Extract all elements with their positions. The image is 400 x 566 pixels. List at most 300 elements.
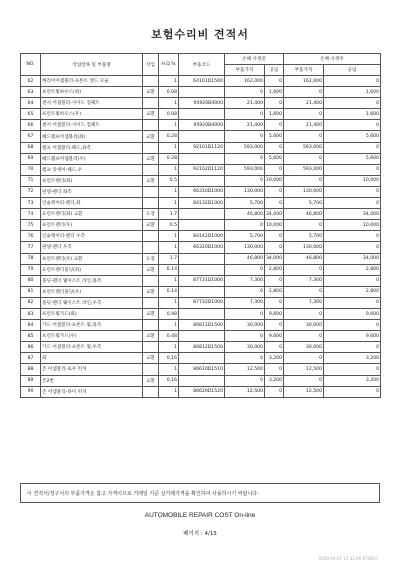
cell-item: 프런트펜더(우)	[41, 220, 143, 231]
cell-part-code	[179, 331, 225, 342]
cell-no: 73	[21, 198, 41, 209]
cell-after-part-price: 0	[284, 264, 324, 275]
table-row	[21, 120, 381, 131]
cell-hq: 1	[159, 342, 179, 353]
cell-before-part-price: 0	[225, 153, 265, 164]
cell-item: 존 어셈블리-하이 히치	[41, 386, 143, 397]
cell-no: 69	[21, 153, 41, 164]
cell-before-part-price: 46,800	[225, 253, 265, 264]
table-header	[21, 54, 381, 76]
cell-before-part-price: 12,500	[225, 386, 265, 397]
cell-part-code: 95920B4000	[179, 98, 225, 109]
cell-part-code: 86620D1520	[179, 386, 225, 397]
cell-before-labor: 0	[265, 364, 284, 375]
col-header-item: 작업항목 및 부품명	[41, 54, 143, 76]
cell-part-code: 86610D1510	[179, 364, 225, 375]
cell-hq: 0.16	[159, 375, 179, 386]
cell-item: 존2번	[41, 375, 143, 386]
notice-box	[20, 483, 380, 503]
cell-part-code: 92102D1120	[179, 164, 225, 175]
cell-after-part-price: 5,700	[284, 198, 324, 209]
cell-after-labor: 0	[324, 98, 381, 109]
cell-before-part-price: 0	[225, 264, 265, 275]
cell-item: 헤드램프어셈블리(좌)	[41, 131, 143, 142]
cell-work: 교환	[143, 109, 159, 120]
cell-no: 87	[21, 353, 41, 364]
page-title: 보험수리비 견적서	[151, 28, 249, 41]
cell-part-code: 66310D1000	[179, 186, 225, 197]
table-row	[21, 264, 381, 275]
cell-after-labor: 3,200	[324, 353, 381, 364]
cell-before-labor: 2,800	[265, 264, 284, 275]
cell-after-part-price: 0	[284, 375, 324, 386]
cell-part-code	[179, 264, 225, 275]
cell-after-labor: 5,600	[324, 153, 381, 164]
cell-no: 85	[21, 331, 41, 342]
cell-before-labor: 0	[265, 297, 284, 308]
cell-after-labor: 34,000	[324, 209, 381, 220]
cell-part-code: 64101D1500	[179, 76, 225, 87]
cell-before-part-price: 162,000	[225, 76, 265, 87]
table-row	[21, 253, 381, 264]
col-header-part-code: 부품코드	[179, 54, 225, 76]
cell-item: 몰딩-펜더 웨이스트 라인,좌측	[41, 275, 143, 286]
cell-before-labor: 0	[265, 120, 284, 131]
cell-item: 캐리어어셈블리-프론트 엔드 모듈	[41, 76, 143, 87]
cell-item: 램프 앗세이-헤드,우	[41, 164, 143, 175]
cell-after-part-price: 12,500	[284, 364, 324, 375]
cell-after-labor: 0	[324, 231, 381, 242]
cell-no: 80	[21, 275, 41, 286]
cell-hq: 1	[159, 242, 179, 253]
cell-work: 교환	[143, 153, 159, 164]
cell-no: 79	[21, 264, 41, 275]
cell-after-part-price: 593,000	[284, 142, 324, 153]
cell-no: 78	[21, 253, 41, 264]
cell-after-labor: 0	[324, 297, 381, 308]
cell-part-code: 86811D1500	[179, 320, 225, 331]
table-row	[21, 286, 381, 297]
cell-item: 판넬-펜더 좌측	[41, 186, 143, 197]
cell-hq: 0.16	[159, 353, 179, 364]
cell-part-code	[179, 175, 225, 186]
cell-before-labor: 0	[265, 275, 284, 286]
table-row	[21, 220, 381, 231]
cell-item: 존 어셈블리-로우 히치	[41, 364, 143, 375]
cell-after-labor: 0	[324, 386, 381, 397]
cell-hq: 1	[159, 386, 179, 397]
cell-before-labor: 0	[265, 142, 284, 153]
table-row	[21, 76, 381, 87]
cell-hq: 0.48	[159, 331, 179, 342]
cell-after-labor: 9,600	[324, 331, 381, 342]
cell-after-part-price: 0	[284, 308, 324, 319]
cell-before-labor: 3,200	[265, 375, 284, 386]
cell-no: 82	[21, 297, 41, 308]
cell-after-labor: 0	[324, 320, 381, 331]
table-row	[21, 297, 381, 308]
cell-item: 가드 어셈블리-프론트 휠,좌측	[41, 320, 143, 331]
cell-work	[143, 120, 159, 131]
table-row	[21, 375, 381, 386]
table-row	[21, 386, 381, 397]
cell-part-code: 87731D1000	[179, 275, 225, 286]
cell-no: 90	[21, 386, 41, 397]
cell-hq: 0.08	[159, 109, 179, 120]
table-row	[21, 275, 381, 286]
cell-no: 65	[21, 109, 41, 120]
cell-hq: 0.48	[159, 308, 179, 319]
cell-before-part-price: 0	[225, 220, 265, 231]
brand-footer: AUTOMOBILE REPAIR COST On-line	[144, 512, 256, 519]
col-header-hq: H.Q.%	[159, 54, 179, 76]
cell-before-part-price: 130,000	[225, 186, 265, 197]
cell-hq: 0.5	[159, 220, 179, 231]
cell-after-part-price: 12,500	[284, 386, 324, 397]
cell-after-labor: 0	[324, 186, 381, 197]
cell-before-labor: 1,600	[265, 87, 284, 98]
cell-no: 67	[21, 131, 41, 142]
cell-work: 교환	[143, 286, 159, 297]
cell-work	[143, 242, 159, 253]
cell-part-code	[179, 153, 225, 164]
table-row	[21, 175, 381, 186]
cell-before-part-price: 21,400	[225, 120, 265, 131]
cell-before-labor: 0	[265, 98, 284, 109]
cell-part-code	[179, 131, 225, 142]
cell-before-labor: 2,800	[265, 286, 284, 297]
cell-work: 교환	[143, 131, 159, 142]
cell-after-labor: 0	[324, 242, 381, 253]
cell-item: 프런트휠하우스(좌)	[41, 87, 143, 98]
col-header-no: NO.	[21, 54, 41, 76]
cell-work	[143, 364, 159, 375]
cell-no: 71	[21, 175, 41, 186]
cell-after-labor: 3,200	[324, 375, 381, 386]
cell-part-code	[179, 87, 225, 98]
cell-after-part-price: 0	[284, 153, 324, 164]
cell-after-labor: 0	[324, 275, 381, 286]
table-row	[21, 131, 381, 142]
cell-work	[143, 386, 159, 397]
cell-before-labor: 34,000	[265, 253, 284, 264]
cell-part-code	[179, 253, 225, 264]
cell-before-part-price: 593,000	[225, 164, 265, 175]
cell-work: 교환	[143, 220, 159, 231]
cell-hq: 1	[159, 98, 179, 109]
cell-item: 프런트펜더(좌) 교환	[41, 209, 143, 220]
cell-hq: 0.28	[159, 131, 179, 142]
cell-no: 66	[21, 120, 41, 131]
cell-hq: 1	[159, 320, 179, 331]
cell-part-code	[179, 308, 225, 319]
cell-before-part-price: 46,800	[225, 209, 265, 220]
cell-after-part-price: 21,400	[284, 120, 324, 131]
cell-item: 헤드램프어셈블리(우)	[41, 153, 143, 164]
cell-work	[143, 198, 159, 209]
cell-after-labor: 0	[324, 198, 381, 209]
col-group-before: 손해 사정전	[225, 54, 284, 65]
cell-item: 프런트펜더몰딩(좌)	[41, 264, 143, 275]
cell-before-part-price: 7,300	[225, 275, 265, 286]
cell-before-part-price: 30,000	[225, 320, 265, 331]
cell-item: 프런트펜더(좌)	[41, 175, 143, 186]
cell-before-labor: 9,600	[265, 308, 284, 319]
cell-before-part-price: 5,700	[225, 198, 265, 209]
cell-before-labor: 0	[265, 231, 284, 242]
cell-item: 가드 어셈블리-프론트 휠,우측	[41, 342, 143, 353]
cell-before-labor: 3,200	[265, 353, 284, 364]
cell-after-labor: 2,800	[324, 264, 381, 275]
print-timestamp: 2023-04-07 15:32:46 R70817	[318, 556, 378, 561]
cell-before-labor: 10,000	[265, 175, 284, 186]
cell-after-part-price: 0	[284, 131, 324, 142]
cell-item: 램프 어셈블리-헤드,좌측	[41, 142, 143, 153]
cell-work: 교환	[143, 331, 159, 342]
cell-hq: 1	[159, 120, 179, 131]
cell-work	[143, 320, 159, 331]
cell-work	[143, 342, 159, 353]
cell-item: 인슐레이터-펜더 우측	[41, 231, 143, 242]
cell-part-code	[179, 375, 225, 386]
table-row	[21, 353, 381, 364]
cell-hq: 1	[159, 198, 179, 209]
cell-part-code	[179, 209, 225, 220]
table-row	[21, 242, 381, 253]
cell-before-part-price: 130,000	[225, 242, 265, 253]
cell-item: 판넬-펜더 우측	[41, 242, 143, 253]
cell-item: 인슐레이터-펜더,좌	[41, 198, 143, 209]
cell-hq: 1	[159, 231, 179, 242]
cell-work	[143, 186, 159, 197]
cell-no: 88	[21, 364, 41, 375]
cell-before-labor: 0	[265, 342, 284, 353]
cell-work: 도장	[143, 209, 159, 220]
table-body	[21, 76, 381, 398]
cell-after-labor: 2,800	[324, 286, 381, 297]
cell-after-part-price: 7,300	[284, 297, 324, 308]
cell-after-part-price: 0	[284, 220, 324, 231]
cell-no: 64	[21, 98, 41, 109]
cell-work: 교환	[143, 308, 159, 319]
cell-before-part-price: 0	[225, 131, 265, 142]
cell-before-part-price: 0	[225, 109, 265, 120]
estimate-table	[20, 53, 381, 398]
cell-no: 83	[21, 308, 41, 319]
cell-no: 63	[21, 87, 41, 98]
cell-after-labor: 9,600	[324, 308, 381, 319]
cell-no: 86	[21, 342, 41, 353]
table-row	[21, 364, 381, 375]
cell-no: 75	[21, 220, 41, 231]
cell-no: 68	[21, 142, 41, 153]
cell-before-part-price: 0	[225, 331, 265, 342]
cell-work	[143, 98, 159, 109]
table-row	[21, 98, 381, 109]
table-row	[21, 209, 381, 220]
cell-before-part-price: 0	[225, 286, 265, 297]
cell-before-part-price: 593,000	[225, 142, 265, 153]
cell-hq: 1	[159, 142, 179, 153]
table-row	[21, 87, 381, 98]
col-header-before-part-price: 부품가격	[225, 65, 265, 76]
cell-work	[143, 275, 159, 286]
cell-part-code	[179, 109, 225, 120]
cell-after-part-price: 30,000	[284, 342, 324, 353]
cell-after-part-price: 46,800	[284, 253, 324, 264]
cell-after-part-price: 130,000	[284, 242, 324, 253]
cell-work: 교환	[143, 175, 159, 186]
cell-part-code: 66320D1000	[179, 242, 225, 253]
cell-part-code: 84132D1000	[179, 198, 225, 209]
cell-no: 62	[21, 76, 41, 87]
cell-after-labor: 0	[324, 142, 381, 153]
cell-hq: 0.14	[159, 264, 179, 275]
cell-before-part-price: 12,500	[225, 364, 265, 375]
table-row	[21, 142, 381, 153]
cell-before-labor: 5,600	[265, 131, 284, 142]
notice-text: 이 견적서/청구서의 부품가격은 참고 가격이므로 거래일 기준 실거래가격을 확인하여 사용하시기 바랍니다.	[27, 491, 259, 497]
cell-after-part-price: 46,800	[284, 209, 324, 220]
cell-work	[143, 142, 159, 153]
cell-before-labor: 34,000	[265, 209, 284, 220]
cell-part-code: 84142D1000	[179, 231, 225, 242]
cell-item: 프런트펜더몰딩(우)	[41, 286, 143, 297]
cell-item: 좌	[41, 353, 143, 364]
cell-after-part-price: 130,000	[284, 186, 324, 197]
cell-before-labor: 0	[265, 242, 284, 253]
cell-part-code	[179, 353, 225, 364]
cell-part-code: 95920B4000	[179, 120, 225, 131]
cell-before-labor: 0	[265, 76, 284, 87]
cell-after-part-price: 162,000	[284, 76, 324, 87]
cell-before-labor: 0	[265, 198, 284, 209]
cell-after-part-price: 0	[284, 109, 324, 120]
cell-before-part-price: 0	[225, 353, 265, 364]
cell-work: 도장	[143, 253, 159, 264]
cell-before-labor: 10,000	[265, 220, 284, 231]
cell-work: 교환	[143, 87, 159, 98]
cell-after-part-price: 7,300	[284, 275, 324, 286]
table-row	[21, 342, 381, 353]
table-row	[21, 109, 381, 120]
col-group-after: 손해 사정후	[284, 54, 381, 65]
cell-before-part-price: 0	[225, 87, 265, 98]
cell-item: 센서 어셈블리-사이드 컴팩트	[41, 120, 143, 131]
cell-work: 교환	[143, 264, 159, 275]
cell-after-part-price: 0	[284, 286, 324, 297]
cell-after-labor: 10,000	[324, 175, 381, 186]
table-row	[21, 198, 381, 209]
cell-hq: 1	[159, 364, 179, 375]
cell-item: 프런트휠하우스(우)	[41, 109, 143, 120]
cell-no: 74	[21, 209, 41, 220]
cell-hq: 0.28	[159, 153, 179, 164]
cell-after-labor: 0	[324, 164, 381, 175]
cell-no: 84	[21, 320, 41, 331]
cell-item: 프런트휠가드(좌)	[41, 308, 143, 319]
cell-work: 교환	[143, 375, 159, 386]
cell-hq: 1	[159, 297, 179, 308]
table-row	[21, 308, 381, 319]
cell-before-part-price: 7,300	[225, 297, 265, 308]
cell-no: 76	[21, 231, 41, 242]
cell-item: 프런트펜더(우) 교환	[41, 253, 143, 264]
cell-after-labor: 0	[324, 342, 381, 353]
cell-hq: 1	[159, 275, 179, 286]
col-header-after-part-price: 부품가격	[284, 65, 324, 76]
cell-before-part-price: 21,400	[225, 98, 265, 109]
cell-hq: 0.5	[159, 175, 179, 186]
page-number: 페이지 : 4/13	[183, 531, 217, 537]
cell-hq: 1	[159, 164, 179, 175]
cell-after-part-price: 21,400	[284, 98, 324, 109]
cell-part-code	[179, 220, 225, 231]
table-row	[21, 331, 381, 342]
table-row	[21, 153, 381, 164]
cell-no: 70	[21, 164, 41, 175]
cell-after-labor: 0	[324, 76, 381, 87]
table-row	[21, 320, 381, 331]
cell-after-labor: 10,000	[324, 220, 381, 231]
cell-before-labor: 0	[265, 386, 284, 397]
cell-work: 교환	[143, 353, 159, 364]
table-row	[21, 186, 381, 197]
cell-part-code	[179, 286, 225, 297]
cell-after-labor: 1,600	[324, 87, 381, 98]
cell-work	[143, 76, 159, 87]
cell-hq: 1	[159, 76, 179, 87]
cell-no: 72	[21, 186, 41, 197]
cell-before-labor: 0	[265, 320, 284, 331]
table-row	[21, 231, 381, 242]
cell-before-labor: 5,600	[265, 153, 284, 164]
cell-after-part-price: 0	[284, 331, 324, 342]
cell-before-part-price: 0	[225, 308, 265, 319]
cell-after-labor: 0	[324, 364, 381, 375]
cell-after-labor: 1,600	[324, 109, 381, 120]
cell-before-labor: 1,600	[265, 109, 284, 120]
cell-before-part-price: 0	[225, 375, 265, 386]
cell-hq: 1.7	[159, 253, 179, 264]
cell-after-part-price: 0	[284, 87, 324, 98]
cell-after-part-price: 0	[284, 353, 324, 364]
cell-after-part-price: 0	[284, 175, 324, 186]
cell-item: 프런트휠가드(우)	[41, 331, 143, 342]
cell-before-labor: 9,600	[265, 331, 284, 342]
cell-after-labor: 0	[324, 120, 381, 131]
cell-before-part-price: 5,700	[225, 231, 265, 242]
cell-before-labor: 0	[265, 164, 284, 175]
table-row	[21, 164, 381, 175]
cell-work	[143, 164, 159, 175]
cell-item: 센서 어셈블리-사이드 컴팩트	[41, 98, 143, 109]
cell-after-labor: 34,000	[324, 253, 381, 264]
cell-before-labor: 0	[265, 186, 284, 197]
col-header-after-labor: 공임	[324, 65, 381, 76]
cell-hq: 1	[159, 186, 179, 197]
cell-hq: 0.08	[159, 87, 179, 98]
cell-no: 77	[21, 242, 41, 253]
cell-part-code: 92101D1120	[179, 142, 225, 153]
cell-before-part-price: 0	[225, 175, 265, 186]
cell-after-labor: 5,600	[324, 131, 381, 142]
cell-hq: 1.7	[159, 209, 179, 220]
cell-no: 81	[21, 286, 41, 297]
col-header-work: 작업	[143, 54, 159, 76]
cell-hq: 0.14	[159, 286, 179, 297]
cell-after-part-price: 5,700	[284, 231, 324, 242]
